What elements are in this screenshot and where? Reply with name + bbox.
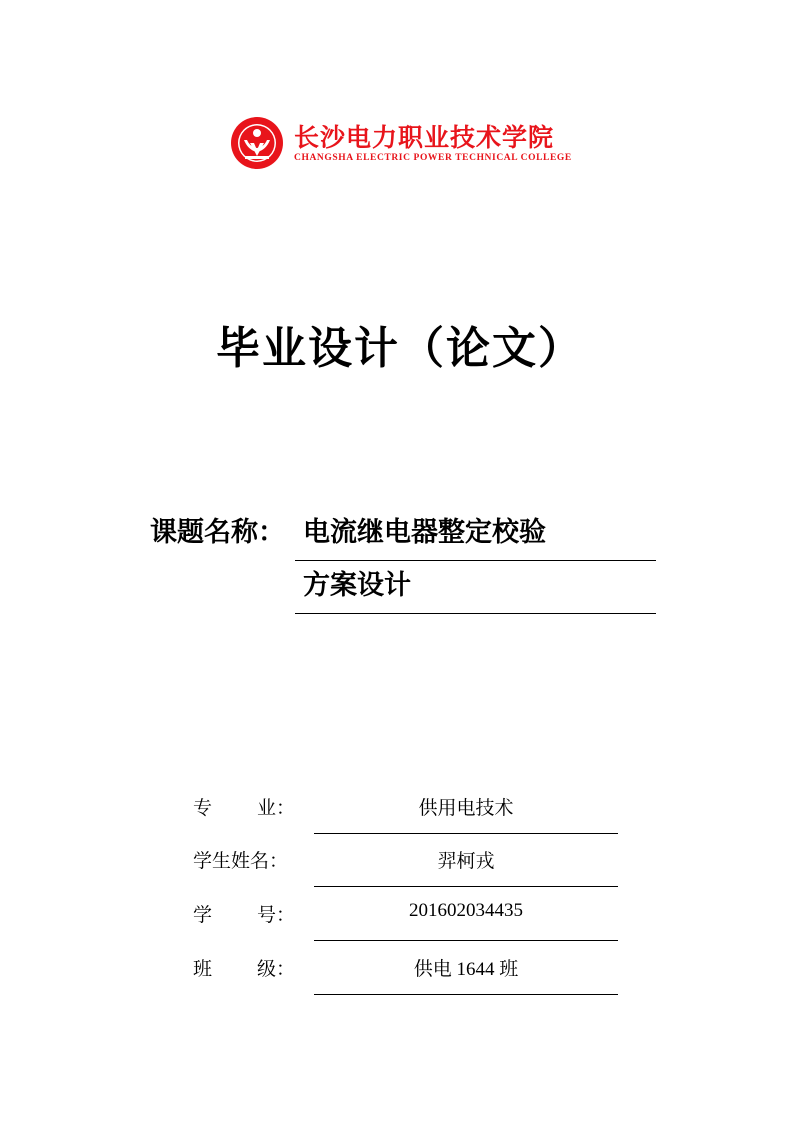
- info-row-student-name: [0, 846, 800, 900]
- student-id-underline: [314, 940, 618, 941]
- topic-value-line1: 电流继电器整定校验: [303, 517, 546, 548]
- major-label-char1: 专: [193, 797, 213, 819]
- student-id-value: 201602034435: [409, 900, 523, 921]
- college-name-en: CHANGSHA ELECTRIC POWER TECHNICAL COLLEGE: [294, 153, 572, 163]
- topic-value-line2: 方案设计: [303, 570, 411, 601]
- info-row-class: [0, 954, 800, 1008]
- topic-label: 课题名称：: [150, 517, 285, 548]
- class-label-char1: 班: [193, 958, 213, 980]
- college-logo: [230, 116, 575, 172]
- student-id-label-char1: 学: [193, 904, 213, 926]
- info-row-student-id: [0, 900, 800, 954]
- document-title: 毕业设计（论文）: [216, 323, 584, 374]
- class-underline: [314, 994, 618, 995]
- class-value: 供电 1644 班: [413, 959, 519, 980]
- class-label-char2: 级：: [257, 958, 296, 980]
- major-label-char2: 业：: [257, 797, 296, 819]
- topic-underline-2: [295, 613, 656, 614]
- major-value: 供用电技术: [418, 798, 514, 819]
- topic-underline-1: [295, 560, 656, 561]
- major-underline: [314, 833, 618, 834]
- student-name-value: 羿柯戎: [437, 851, 495, 872]
- student-name-underline: [314, 886, 618, 887]
- college-emblem-icon: [230, 116, 284, 170]
- college-name-cn: 长沙电力职业技术学院: [294, 123, 555, 152]
- student-id-label-char2: 号：: [257, 904, 296, 926]
- info-row-major: [0, 793, 800, 847]
- student-name-label: 学生姓名：: [193, 850, 289, 872]
